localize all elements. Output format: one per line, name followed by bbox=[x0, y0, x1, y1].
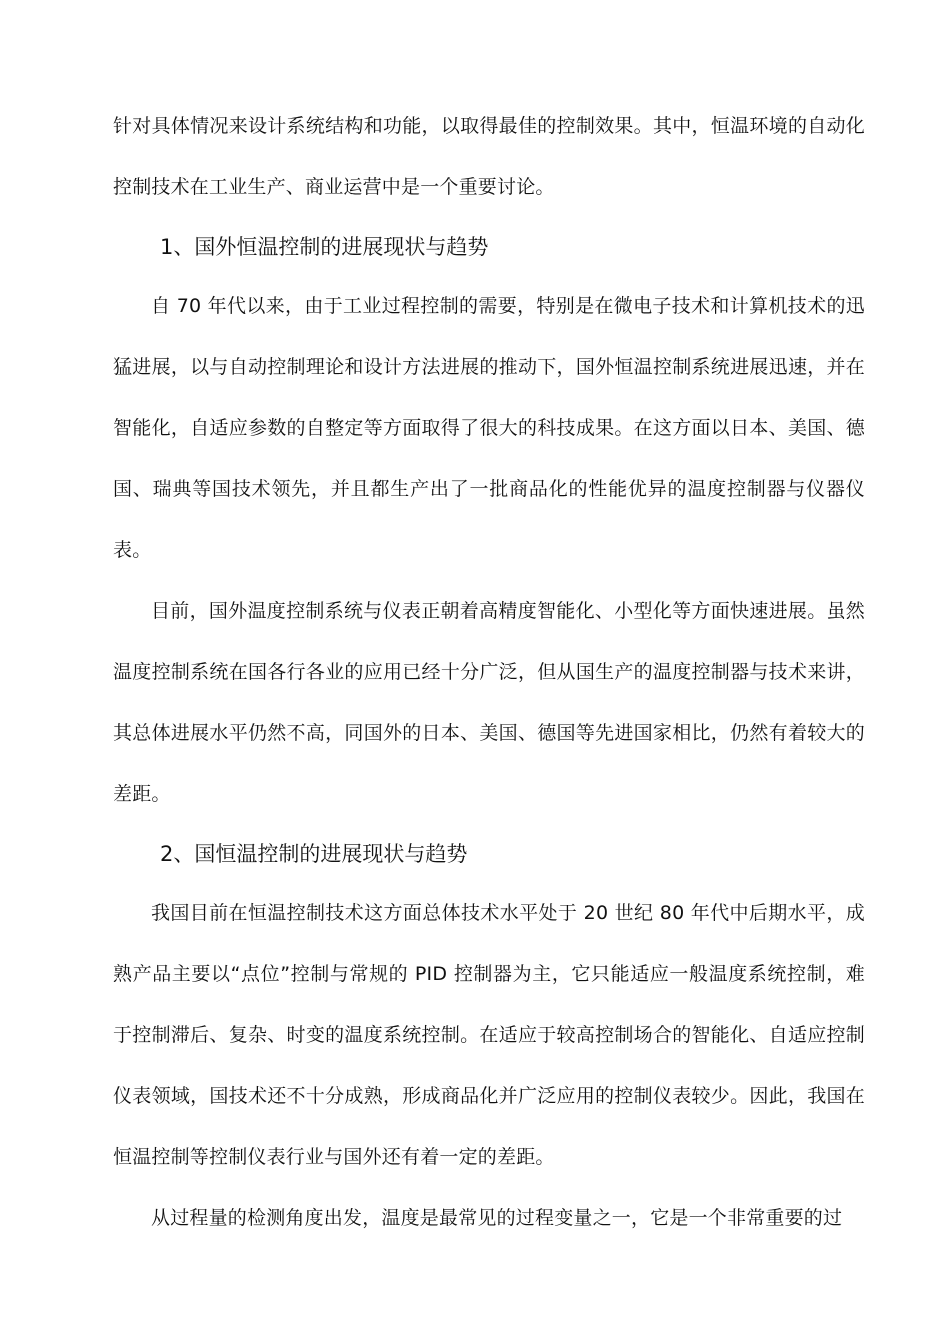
section-heading-foreign: 1、国外恒温控制的进展现状与趋势 bbox=[160, 235, 489, 259]
paragraph-foreign-current: 目前，国外温度控制系统与仪表正朝着高精度智能化、小型化等方面快速进展。虽然温度控制系统在国各行各业的应用已经十分广泛，但从国生产的温度控制器与技术来讲，其总体进展水平仍然不高，同国外的日本、美国、德国等先进国家相比，仍然有着较大的差距。 bbox=[113, 600, 865, 805]
paragraph-intro: 针对具体情况来设计系统结构和功能，以取得最佳的控制效果。其中，恒温环境的自动化控制技术在工业生产、商业运营中是一个重要讨论。 bbox=[113, 115, 865, 198]
paragraph-process-variable: 从过程量的检测角度出发，温度是最常见的过程变量之一，它是一个非常重要的过 bbox=[151, 1207, 843, 1229]
paragraph-foreign-history: 自 70 年代以来，由于工业过程控制的需要，特别是在微电子技术和计算机技术的迅猛进展，以与自动控制理论和设计方法进展的推动下，国外恒温控制系统进展迅速，并在智能化，自适应参数的自整定等方面取得了很大的科技成果。在这方面以日本、美国、德国、瑞典等国技术领先，并且都生产出了一批商品化的性能优异的温度控制器与仪器仪表。 bbox=[113, 295, 865, 561]
paragraph-domestic-status: 我国目前在恒温控制技术这方面总体技术水平处于 20 世纪 80 年代中后期水平，成熟产品主要以“点位”控制与常规的 PID 控制器为主，它只能适应一般温度系统控制，难于控制滞后、复杂、时变的温度系统控制。在适应于较高控制场合的智能化、自适应控制仪表领域，国技术还不十分成熟，形成商品化并广泛应用的控制仪表较少。因此，我国在恒温控制等控制仪表行业与国外还有着一定的差距。 bbox=[113, 902, 865, 1168]
section-heading-domestic: 2、国恒温控制的进展现状与趋势 bbox=[160, 842, 468, 866]
document-body bbox=[113, 96, 865, 1249]
